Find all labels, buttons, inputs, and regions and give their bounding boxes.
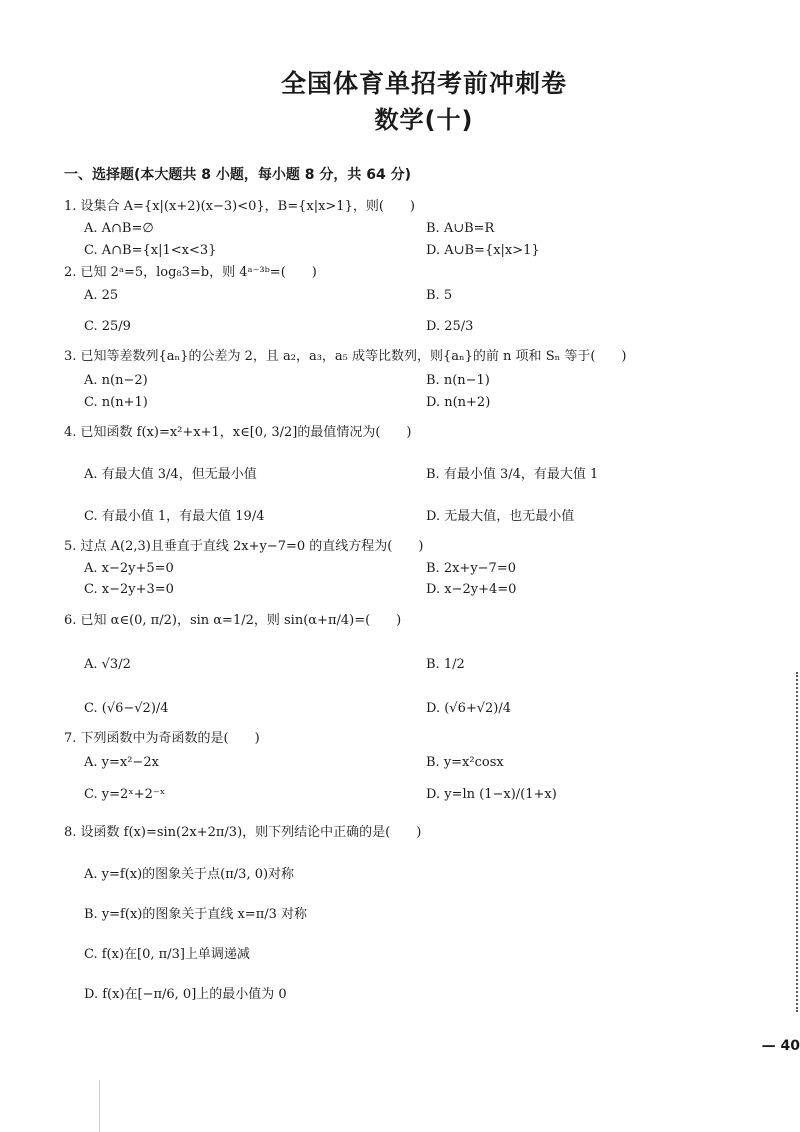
question-1-option-b: B. A∪B=R	[426, 221, 495, 236]
question-6-option-b: B. 1/2	[426, 657, 465, 672]
page-number: — 40	[761, 1038, 800, 1054]
question-3-option-b: B. n(n−1)	[426, 373, 490, 388]
question-6-stem: 6. 已知 α∈(0, π/2)，sin α=1/2，则 sin(α+π/4)=( )	[64, 613, 402, 628]
question-4-option-c: C. 有最小值 1，有最大值 19/4	[84, 509, 265, 524]
binding-dotted-line	[796, 672, 798, 1012]
question-1-option-a: A. A∩B=∅	[84, 221, 154, 236]
question-1-stem: 1. 设集合 A={x|(x+2)(x−3)<0}，B={x|x>1}，则( )	[64, 199, 415, 214]
question-5-option-d: D. x−2y+4=0	[426, 582, 517, 597]
question-7-option-d: D. y=ln (1−x)/(1+x)	[426, 787, 557, 802]
question-5-option-a: A. x−2y+5=0	[84, 561, 174, 576]
question-7-option-b: B. y=x²cosx	[426, 755, 504, 770]
question-5-stem: 5. 过点 A(2,3)且垂直于直线 2x+y−7=0 的直线方程为( )	[64, 539, 424, 554]
question-6-option-c: C. (√6−√2)/4	[84, 701, 169, 716]
question-6-option-d: D. (√6+√2)/4	[426, 701, 512, 716]
question-3-option-d: D. n(n+2)	[426, 395, 491, 410]
question-2-option-c: C. 25/9	[84, 319, 131, 334]
question-8-stem: 8. 设函数 f(x)=sin(2x+2π/3)，则下列结论中正确的是( )	[64, 825, 422, 840]
exam-subtitle: 数学(十)	[374, 106, 474, 134]
question-3-option-a: A. n(n−2)	[84, 373, 148, 388]
question-2-stem: 2. 已知 2ᵃ=5，log₈3=b，则 4ᵃ⁻³ᵇ=( )	[64, 265, 317, 280]
question-5-option-b: B. 2x+y−7=0	[426, 561, 516, 576]
question-4-option-a: A. 有最大值 3/4，但无最小值	[84, 467, 257, 482]
question-4-option-d: D. 无最大值，也无最小值	[426, 509, 575, 524]
margin-rule	[99, 1080, 100, 1132]
question-8-option-d: D. f(x)在[−π/6, 0]上的最小值为 0	[84, 987, 287, 1002]
question-1-option-d: D. A∪B={x|x>1}	[426, 243, 540, 258]
question-2-option-b: B. 5	[426, 288, 453, 303]
question-1-option-c: C. A∩B={x|1<x<3}	[84, 243, 217, 258]
question-3-option-c: C. n(n+1)	[84, 395, 148, 410]
question-2-option-a: A. 25	[84, 288, 119, 303]
section-heading: 一、选择题(本大题共 8 小题，每小题 8 分，共 64 分)	[64, 167, 412, 183]
question-3-stem: 3. 已知等差数列{aₙ}的公差为 2，且 a₂，a₃，a₅ 成等比数列，则{aₙ}的前 n 项和 Sₙ 等于( )	[64, 349, 627, 364]
question-8-option-b: B. y=f(x)的图象关于直线 x=π/3 对称	[84, 907, 308, 922]
question-6-option-a: A. √3/2	[84, 657, 131, 672]
question-7-stem: 7. 下列函数中为奇函数的是( )	[64, 731, 260, 746]
question-7-option-c: C. y=2ˣ+2⁻ˣ	[84, 787, 166, 802]
question-5-option-c: C. x−2y+3=0	[84, 582, 174, 597]
question-8-option-a: A. y=f(x)的图象关于点(π/3, 0)对称	[84, 867, 295, 882]
question-8-option-c: C. f(x)在[0, π/3]上单调递减	[84, 947, 250, 962]
exam-title: 全国体育单招考前冲刺卷	[280, 69, 567, 98]
question-7-option-a: A. y=x²−2x	[84, 755, 159, 770]
question-2-option-d: D. 25/3	[426, 319, 474, 334]
question-4-stem: 4. 已知函数 f(x)=x²+x+1，x∈[0, 3/2]的最值情况为( )	[64, 425, 412, 440]
question-4-option-b: B. 有最小值 3/4，有最大值 1	[426, 467, 599, 482]
